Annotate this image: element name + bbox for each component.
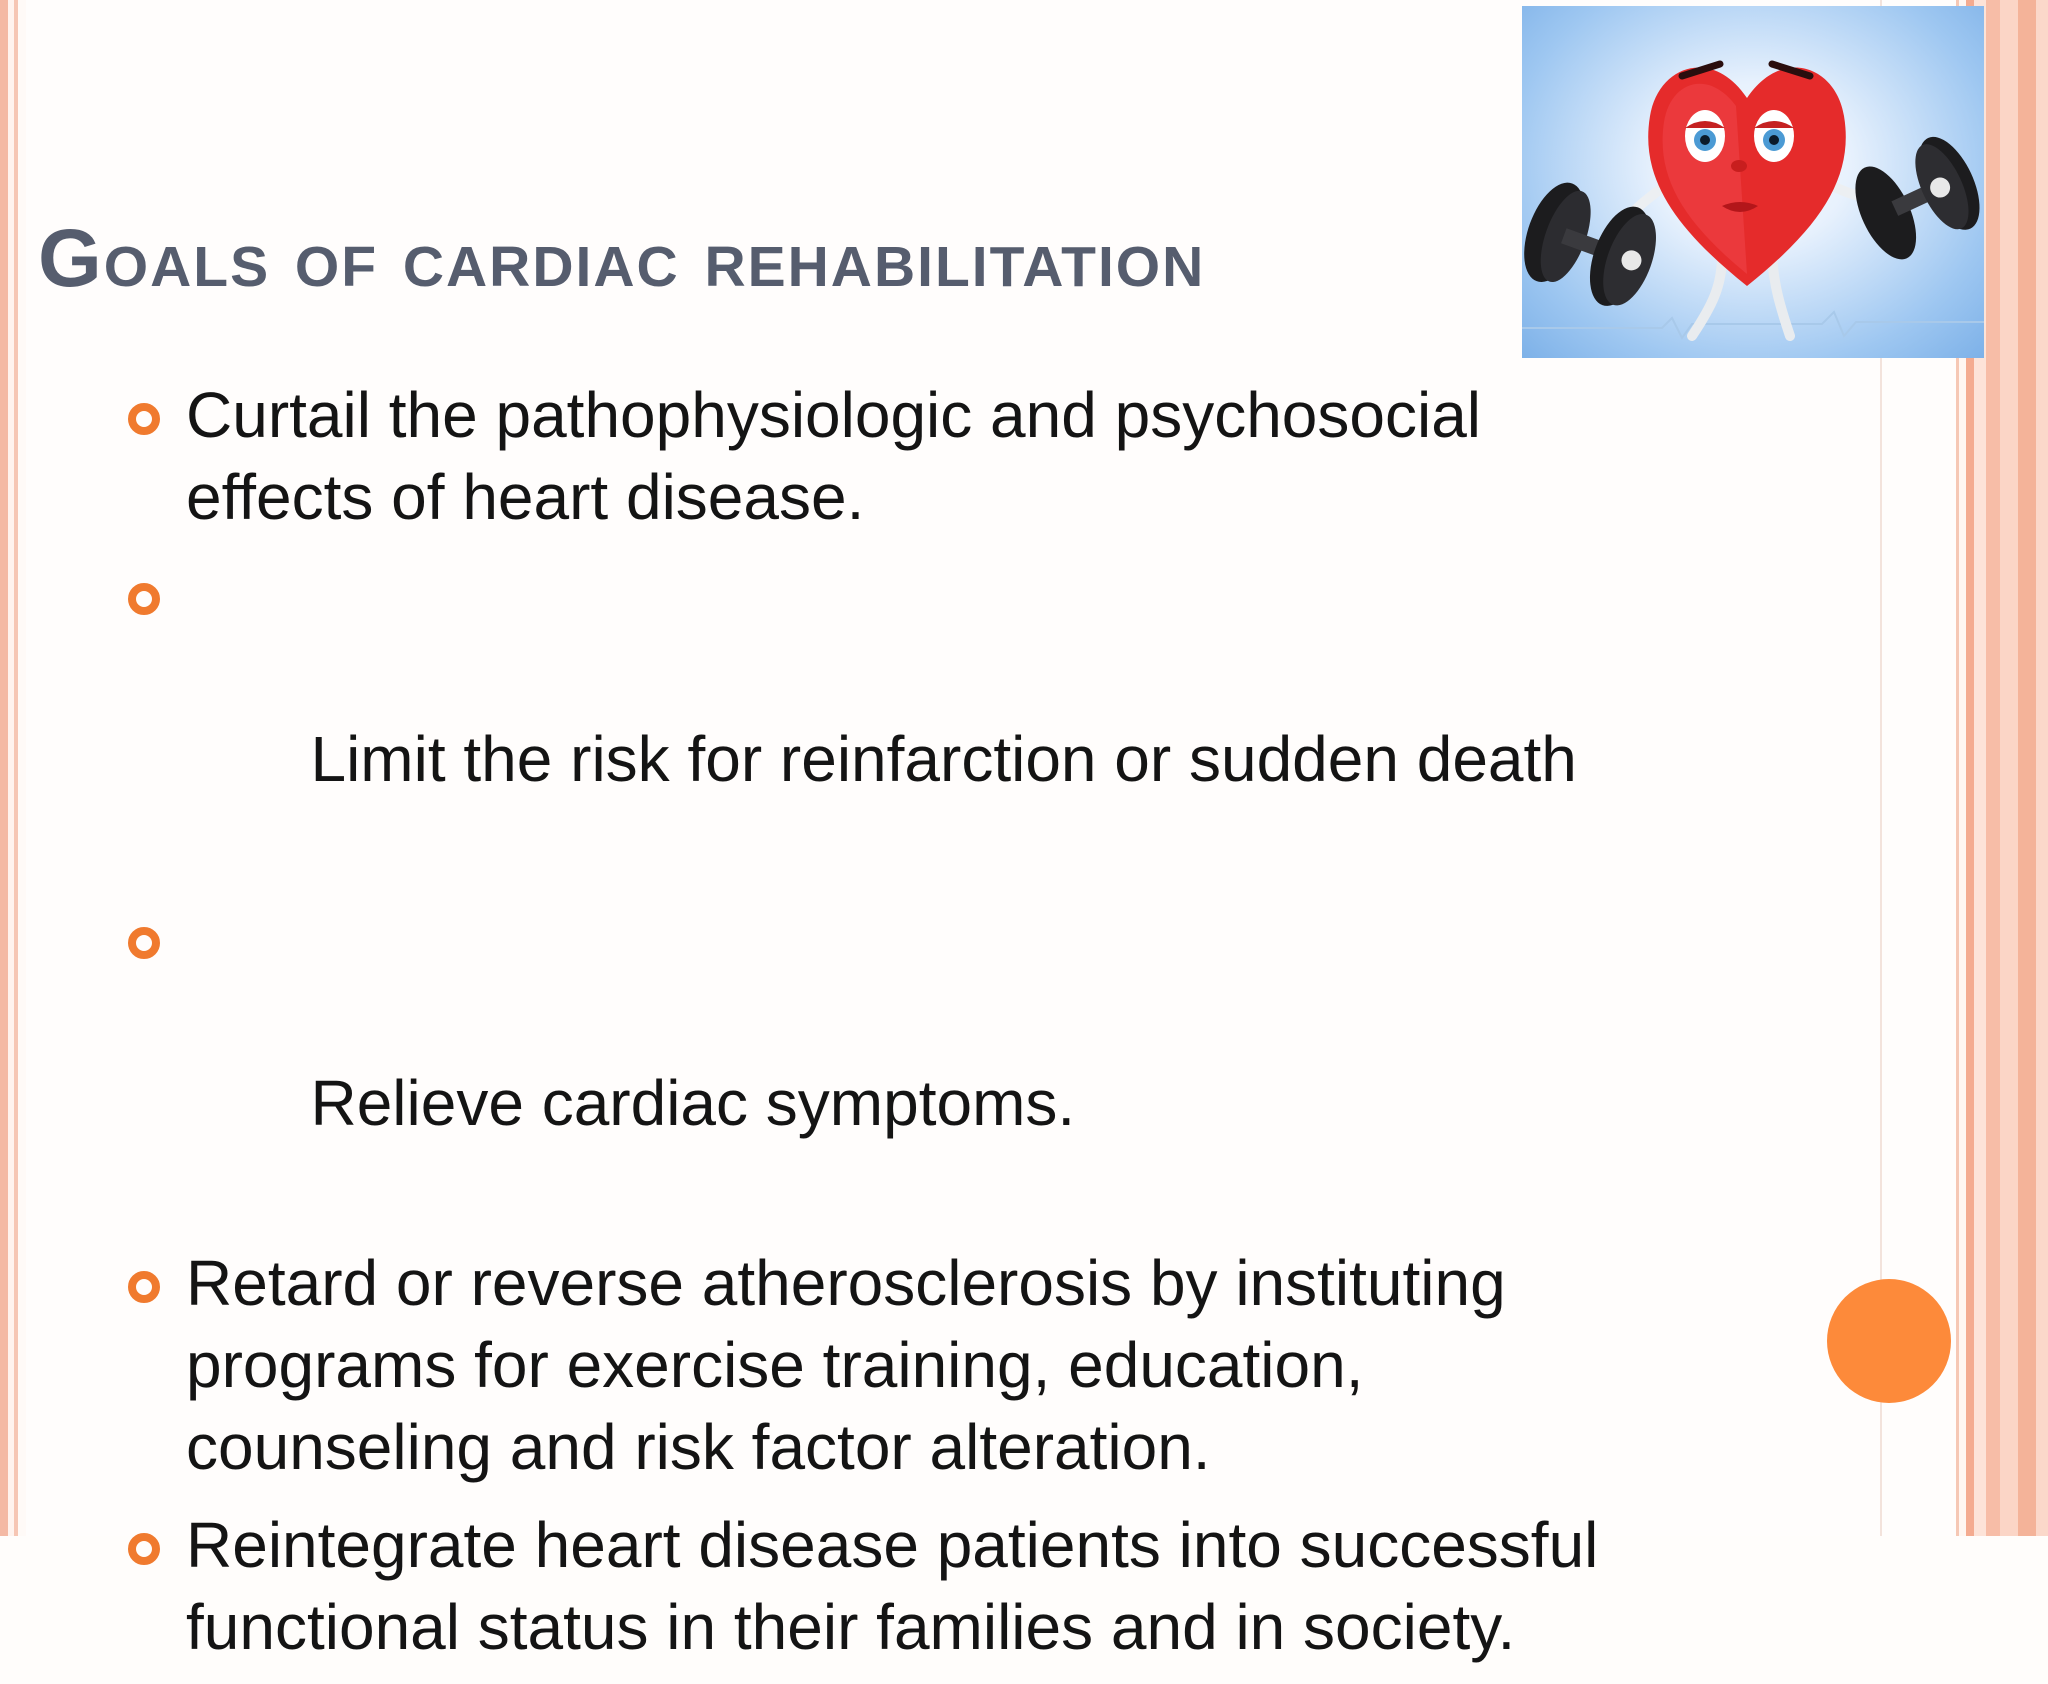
accent-circle [1827, 1279, 1951, 1403]
bullet-item [128, 1242, 1728, 1488]
bullet-item [128, 898, 1728, 1226]
slide-title: Goals of cardiac rehabilitation [38, 213, 1206, 304]
bullet-circle-icon [128, 1533, 160, 1565]
bullet-line: Reintegrate heart disease patients into successful [186, 1509, 1599, 1581]
bullet-line: functional status in their families and in society. [186, 1591, 1516, 1663]
bullet-list [128, 374, 1728, 1684]
bullet-line: Limit the risk for reinfarction or sudden death [292, 723, 1577, 795]
bullet-item [128, 374, 1728, 538]
heart-with-dumbbells-illustration-icon [1522, 6, 1984, 358]
bullet-line: effects of heart disease. [186, 461, 865, 533]
bullet-circle-icon [128, 583, 160, 615]
bullet-line: counseling and risk factor alteration. [186, 1411, 1211, 1483]
bullet-item [128, 1504, 1728, 1668]
bullet-circle-icon [128, 403, 160, 435]
left-decorative-rule [0, 0, 26, 1536]
bullet-circle-icon [128, 927, 160, 959]
heart-dumbbells-image [1522, 6, 1984, 358]
bullet-line: Relieve cardiac symptoms. [292, 1067, 1076, 1139]
bullet-item [128, 554, 1728, 882]
bullet-circle-icon [128, 1271, 160, 1303]
bullet-line: Retard or reverse atherosclerosis by instituting [186, 1247, 1506, 1319]
bullet-line: Curtail the pathophysiologic and psychosocial [186, 379, 1481, 451]
bullet-line: programs for exercise training, education, [186, 1329, 1364, 1401]
